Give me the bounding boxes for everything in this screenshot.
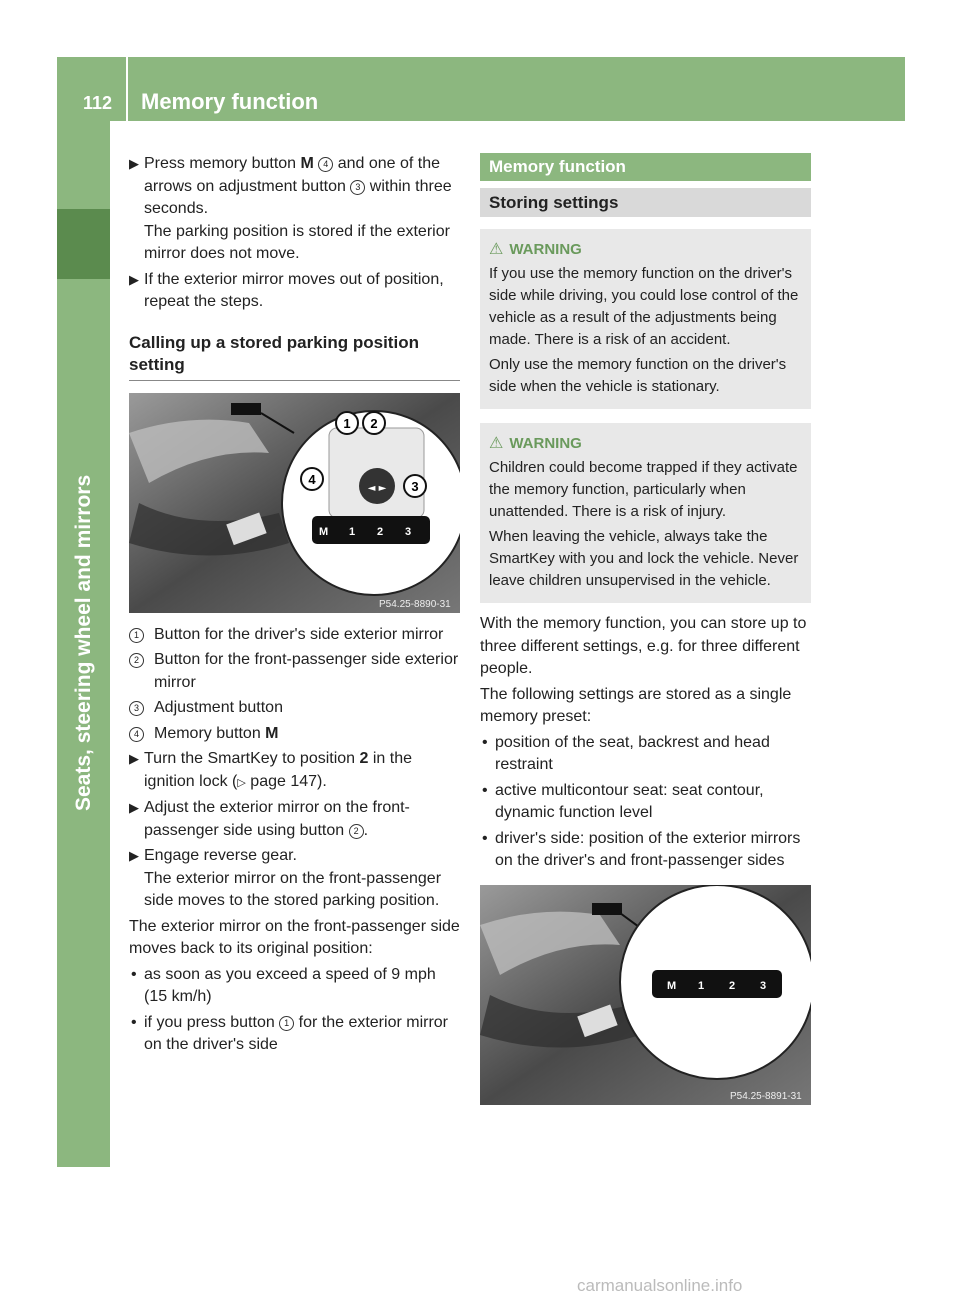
callout-2-icon: 2 <box>129 653 144 668</box>
page-number: 112 <box>83 93 113 113</box>
bullet-icon: • <box>131 965 137 983</box>
step-result: The exterior mirror on the front-passenger side moves to the stored parking position. <box>144 869 442 909</box>
instruction-step: ▶ Press memory button M 4 and one of the arrows on adjustment button 3 within three seconds. The parking position is stored if the exterior mirror does not move. <box>129 155 452 262</box>
memory-button-2: 2 <box>377 525 384 538</box>
warning-title: WARNING <box>509 435 582 452</box>
figure-code: P54.25-8890-31 <box>379 598 451 610</box>
memory-button-row <box>312 516 430 544</box>
legend-item: 2 Button for the front-passenger side exterior mirror <box>129 649 460 694</box>
chapter-sidebar: Seats, steering wheel and mirrors <box>57 121 110 1167</box>
memory-button-1: 1 <box>698 979 705 992</box>
callout-1: 1 <box>343 415 351 431</box>
page-number-box <box>57 57 125 121</box>
subsection-title: Storing settings <box>480 188 811 217</box>
door-panel-figure <box>129 393 460 613</box>
memory-button-m: M <box>319 525 329 538</box>
page-ref-arrow-icon: ▷ <box>237 776 246 789</box>
warning-title: WARNING <box>509 241 582 258</box>
step-arrow-icon: ▶ <box>129 848 139 863</box>
page-reference-link[interactable]: page 147 <box>250 772 318 790</box>
callout-3-icon: 3 <box>350 180 365 195</box>
bullet-icon: • <box>131 1013 137 1031</box>
bullet-icon: • <box>482 781 488 799</box>
legend-item: 1 Button for the driver's side exterior mirror <box>129 624 460 647</box>
step-arrow-icon: ▶ <box>129 751 139 766</box>
section-heading: Calling up a stored parking position setting <box>129 332 460 381</box>
step-arrow-icon: ▶ <box>129 271 139 287</box>
step-arrow-icon: ▶ <box>129 800 139 815</box>
header-divider <box>126 57 128 121</box>
callout-4: 4 <box>308 471 316 487</box>
instruction-step: ▶ Engage reverse gear. The exterior mirror on the front-passenger side moves to the stored parking position. <box>129 847 442 909</box>
bullet-icon: • <box>482 733 488 751</box>
bullet-item: • active multicontour seat: seat contour, dynamic function level <box>482 781 764 821</box>
right-column <box>480 153 811 1105</box>
legend-item: 4 Memory button M <box>129 723 460 746</box>
memory-button-3: 3 <box>760 979 767 992</box>
callout-3: 3 <box>411 478 419 494</box>
memory-button-3: 3 <box>405 525 412 538</box>
warning-triangle-icon: ⚠ <box>489 241 504 258</box>
callout-4-icon: 4 <box>129 727 144 742</box>
callout-1-icon: 1 <box>129 628 144 643</box>
section-title: Memory function <box>480 153 811 181</box>
bullet-item: • if you press button 1 for the exterior mirror on the driver's side <box>131 1013 448 1053</box>
memory-button-1: 1 <box>349 525 356 538</box>
callout-1-icon: 1 <box>279 1016 294 1031</box>
callout-4-icon: 4 <box>318 157 333 172</box>
page-title: Memory function <box>141 89 319 114</box>
step-result: The parking position is stored if the exterior mirror does not move. <box>144 222 450 262</box>
legend-item: 3 Adjustment button <box>129 697 460 720</box>
bullet-item: • driver's side: position of the exterior mirrors on the driver's and front-passenger sides <box>482 829 801 869</box>
warning-triangle-icon: ⚠ <box>489 435 504 452</box>
chapter-tab-marker <box>57 209 110 279</box>
warning-box: ⚠ WARNING If you use the memory function on the driver's side while driving, you could lose control of the vehicle as a result of the adjustments being made. There is a risk of an accident. Only use the memory function on the driver's side when the vehicle is stationary. <box>480 229 811 409</box>
bullet-item: • position of the seat, backrest and head restraint <box>482 733 770 773</box>
door-panel-illustration <box>129 393 460 613</box>
figure-code: P54.25-8891-31 <box>730 1090 802 1102</box>
left-column <box>129 153 460 1060</box>
memory-buttons-figure <box>480 885 811 1105</box>
step-arrow-icon: ▶ <box>129 156 139 171</box>
instruction-step: ▶ If the exterior mirror moves out of position, repeat the steps. <box>129 270 444 310</box>
memory-button-2: 2 <box>729 979 736 992</box>
callout-2-icon: 2 <box>349 824 364 839</box>
instruction-step: ▶ Adjust the exterior mirror on the front-passenger side using button 2 . <box>129 799 410 839</box>
bullet-icon: • <box>482 829 488 847</box>
svg-text:◄ ►: ◄ ► <box>367 482 387 494</box>
paragraph: With the memory function, you can store up to three different settings, e.g. for three different people. <box>480 615 807 677</box>
instruction-step: ▶ Turn the SmartKey to position 2 in the ignition lock (▷ page 147). <box>129 750 413 790</box>
callout-3-icon: 3 <box>129 701 144 716</box>
paragraph: The exterior mirror on the front-passenger side moves back to its original position: <box>129 917 460 957</box>
bullet-item: • as soon as you exceed a speed of 9 mph (15 km/h) <box>131 965 436 1005</box>
memory-buttons-illustration <box>480 885 811 1105</box>
watermark: carmanualsonline.info <box>577 1276 743 1295</box>
page-header <box>57 57 905 121</box>
callout-2: 2 <box>370 415 378 431</box>
paragraph: The following settings are stored as a single memory preset: <box>480 685 792 725</box>
warning-box: ⚠ WARNING Children could become trapped if they activate the memory function, particularly when unattended. There is a risk of injury. When leaving the vehicle, always take the SmartKey with you and lock the vehicle. Never leave children unsupervised in the vehicle. <box>480 423 811 603</box>
memory-button-m: M <box>667 979 677 992</box>
